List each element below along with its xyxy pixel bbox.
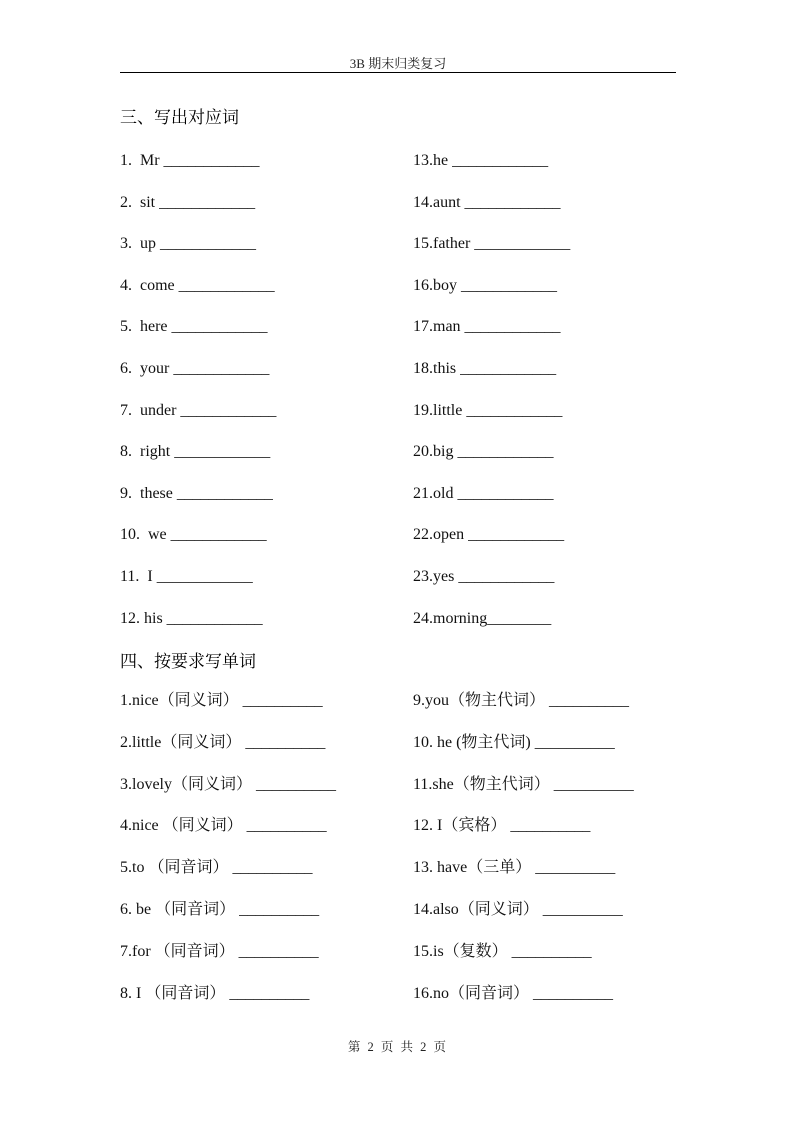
word-row: [120, 858, 780, 900]
section4-word-list: [120, 691, 780, 1025]
word-item: 5. here ____________: [120, 318, 268, 336]
word-item: 9.you（物主代词） __________: [413, 692, 630, 709]
word-item: 15.father ____________: [413, 235, 571, 253]
word-item: 12. I（宾格） __________: [413, 817, 591, 835]
word-row: [120, 775, 780, 817]
word-item: 11.she（物主代词） __________: [413, 775, 634, 793]
word-row: [120, 193, 780, 235]
word-row: [120, 609, 780, 651]
word-item: 19.little ____________: [413, 401, 563, 419]
word-row: [120, 984, 780, 1026]
word-row: [120, 151, 780, 193]
word-row: [120, 900, 780, 942]
word-item: 24.morning________: [413, 609, 552, 627]
word-item: 11. I ____________: [120, 567, 253, 585]
word-item: 23.yes ____________: [413, 567, 555, 585]
word-item: 22.open ____________: [413, 526, 565, 544]
word-item: 8. I （同音词） __________: [120, 984, 310, 1002]
word-item: 16.boy ____________: [413, 276, 557, 294]
section3-title: 三、写出对应词: [120, 108, 239, 127]
word-item: 6. be （同音词） __________: [120, 900, 320, 918]
word-item: 7.for （同音词） __________: [120, 942, 319, 960]
word-item: 13. have（三单） __________: [413, 859, 616, 877]
word-item: 7. under ____________: [120, 401, 277, 419]
word-row: [120, 525, 780, 567]
word-item: 16.no（同音词） __________: [413, 984, 614, 1002]
word-row: [120, 401, 780, 443]
word-item: 4. come ____________: [120, 276, 275, 294]
word-item: 12. his ____________: [120, 609, 263, 627]
word-item: 10. we ____________: [120, 526, 267, 544]
word-item: 14.also（同义词） __________: [413, 900, 623, 918]
word-item: 1. Mr ____________: [120, 152, 260, 169]
word-row: [120, 484, 780, 526]
header-divider: [120, 72, 676, 73]
word-row: [120, 276, 780, 318]
word-item: 10. he (物主代词) __________: [413, 733, 615, 751]
word-row: [120, 733, 780, 775]
section3-word-list: [120, 151, 780, 650]
word-item: 3. up ____________: [120, 235, 256, 253]
word-item: 4.nice （同义词） __________: [120, 817, 327, 835]
word-item: 3.lovely（同义词） __________: [120, 775, 336, 793]
word-item: 1.nice（同义词） __________: [120, 692, 323, 709]
word-row: [120, 442, 780, 484]
word-item: 9. these ____________: [120, 484, 273, 502]
word-item: 2.little（同义词） __________: [120, 733, 326, 751]
word-row: [120, 567, 780, 609]
word-row: [120, 942, 780, 984]
word-row: [120, 359, 780, 401]
word-item: 14.aunt ____________: [413, 193, 561, 211]
word-item: 15.is（复数） __________: [413, 942, 592, 960]
page-footer: 第 2 页 共 2 页: [347, 1040, 449, 1054]
word-row: [120, 317, 780, 359]
word-row: [120, 234, 780, 276]
section4-title: 四、按要求写单词: [120, 652, 256, 671]
word-item: 6. your ____________: [120, 359, 270, 377]
word-item: 8. right ____________: [120, 443, 271, 461]
word-item: 13.he ____________: [413, 152, 549, 169]
word-row: [120, 691, 780, 733]
word-item: 5.to （同音词） __________: [120, 859, 313, 877]
word-item: 21.old ____________: [413, 484, 554, 502]
page-header-title: 3B 期末归类复习: [349, 56, 447, 71]
word-item: 17.man ____________: [413, 318, 561, 336]
word-item: 2. sit ____________: [120, 193, 256, 211]
word-item: 18.this ____________: [413, 359, 557, 377]
word-row: [120, 816, 780, 858]
word-item: 20.big ____________: [413, 443, 554, 461]
